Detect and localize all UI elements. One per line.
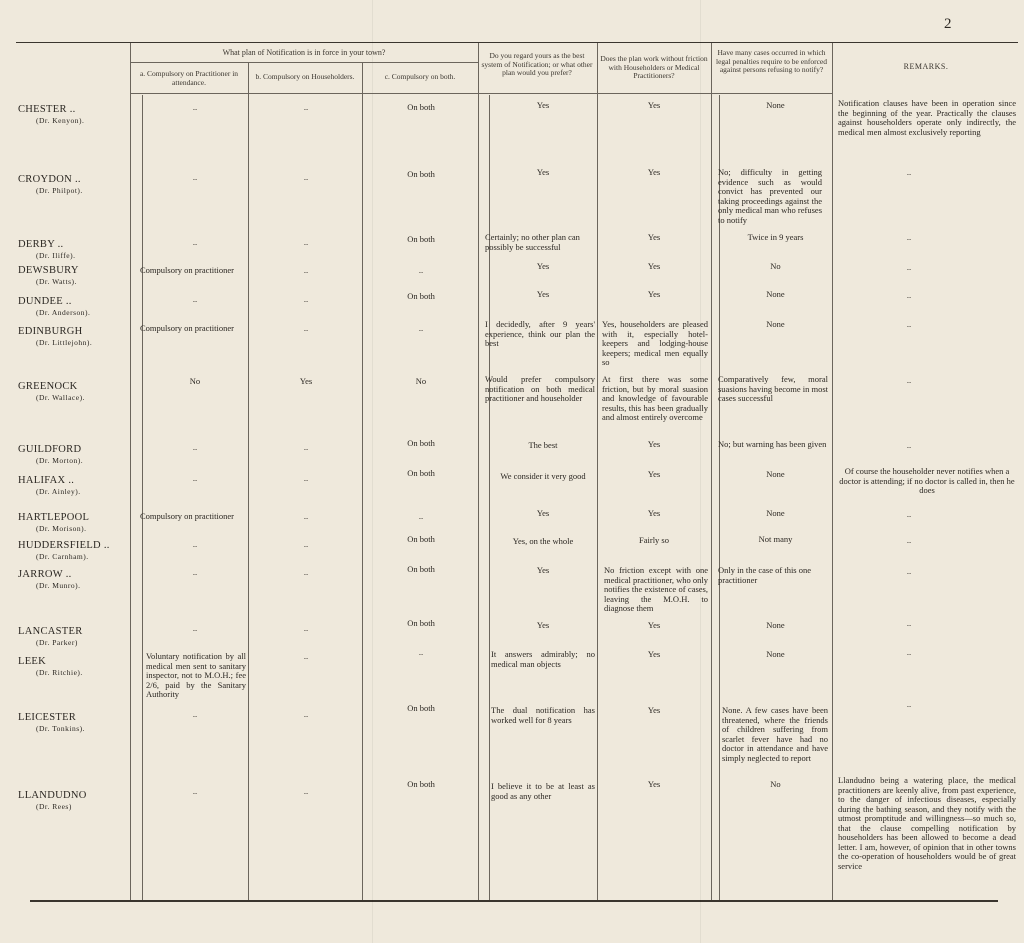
doctor-name: (Dr. Morton). xyxy=(36,456,84,465)
column-divider xyxy=(142,95,143,900)
cell-best: Yes xyxy=(536,261,550,271)
cell-plan-a: .. xyxy=(192,294,198,304)
cell-plan-a: Voluntary notification by all medical men sent to sanitary inspector, not to M.O.H.; fee 2/6, paid by the Sanitary Authority xyxy=(146,651,246,699)
town-name: GUILDFORD (Dr. Morton). xyxy=(18,444,133,466)
town-name: LANCASTER (Dr. Parker) xyxy=(18,626,133,648)
cell-penalties: No xyxy=(770,261,781,271)
cell-best: Certainly; no other plan can possibly be successful xyxy=(485,232,580,252)
cell-plan-a: .. xyxy=(192,473,198,483)
cell-plan-b: .. xyxy=(303,172,309,182)
cell-plan-b: Yes xyxy=(299,376,313,386)
header-plan: What plan of Notification is in force in your town? xyxy=(222,48,386,57)
town-name: DEWSBURY (Dr. Watts). xyxy=(18,265,133,287)
doctor-name: (Dr. Morison). xyxy=(36,524,87,533)
header-sub-a: a. Compulsory on Practitioner in attendance. xyxy=(139,69,239,87)
cell-best: Would prefer compulsory notification on both medical practitioner and householder xyxy=(485,374,595,403)
cell-best: Yes, on the whole xyxy=(512,536,574,546)
cell-remarks: .. xyxy=(906,262,912,272)
cell-plan-a: .. xyxy=(192,539,198,549)
cell-friction: Yes xyxy=(647,289,661,299)
cell-plan-c: On both xyxy=(407,779,435,789)
cell-friction: Yes xyxy=(647,779,661,789)
cell-best: Yes xyxy=(536,565,550,575)
cell-best: The dual notification has worked well for 8 years xyxy=(491,705,595,725)
cell-plan-c: On both xyxy=(407,169,435,179)
cell-remarks: .. xyxy=(906,440,912,450)
cell-best: I believe it to be at least as good as any other xyxy=(491,781,595,801)
town-name: HALIFAX .. (Dr. Ainley). xyxy=(18,475,133,497)
cell-plan-a: .. xyxy=(192,786,198,796)
cell-remarks: .. xyxy=(906,375,912,385)
cell-friction: No friction except with one medical practitioner, who only notifies the existence of cases, leaving the M.O.H. to diagnose them xyxy=(604,565,708,613)
cell-penalties: None. A few cases have been threatened, where the friends of children suffering from scarlet fever have had no doctor in attendance and have simply neglected to report xyxy=(722,705,828,763)
cell-plan-a: .. xyxy=(192,623,198,633)
cell-plan-c: .. xyxy=(418,647,424,657)
page-number: 2 xyxy=(944,16,952,32)
column-divider xyxy=(362,62,363,900)
cell-remarks: .. xyxy=(906,647,912,657)
cell-plan-a: Compulsory on practitioner xyxy=(140,511,234,521)
town-name: LEICESTER (Dr. Tonkins). xyxy=(18,712,133,734)
town-name: CHESTER .. (Dr. Kenyon). xyxy=(18,104,133,126)
cell-plan-b: .. xyxy=(303,539,309,549)
cell-penalties: No; difficulty in getting evidence such as would convict has prevented our taking proceedings against the only medical man who refuses to notify xyxy=(718,167,822,225)
column-divider xyxy=(478,43,479,900)
cell-remarks: .. xyxy=(906,232,912,242)
cell-remarks: .. xyxy=(906,618,912,628)
bottom-rule xyxy=(30,900,998,902)
cell-best: The best xyxy=(528,440,558,450)
doctor-name: (Dr. Parker) xyxy=(36,638,78,647)
cell-plan-a: .. xyxy=(192,567,198,577)
column-divider xyxy=(489,95,490,900)
cell-remarks: .. xyxy=(906,509,912,519)
cell-penalties: None xyxy=(766,100,785,110)
cell-plan-b: .. xyxy=(303,323,309,333)
doctor-name: (Dr. Carnham). xyxy=(36,552,89,561)
cell-penalties: Not many xyxy=(758,534,793,544)
cell-best: Yes xyxy=(536,289,550,299)
cell-plan-c: On both xyxy=(407,564,435,574)
cell-friction: Yes xyxy=(647,649,661,659)
cell-plan-a: Compulsory on practitioner xyxy=(140,265,234,275)
cell-plan-c: On both xyxy=(407,438,435,448)
cell-friction: Yes xyxy=(647,620,661,630)
column-divider xyxy=(832,43,833,900)
cell-plan-a: No xyxy=(189,376,201,386)
doctor-name: (Dr. Philpot). xyxy=(36,186,83,195)
header-best-system: Do you regard yours as the best system of Notification; or what other plan would you prefer? xyxy=(481,51,593,77)
cell-remarks: Notification clauses have been in operation since the beginning of the year. Practically the clauses against householders operate only indirectly, the medical men almost exclusively reporting xyxy=(838,98,1016,137)
cell-plan-b: .. xyxy=(303,294,309,304)
cell-plan-b: .. xyxy=(303,511,309,521)
cell-plan-b: .. xyxy=(303,786,309,796)
cell-best: I decidedly, after 9 years' experience, think our plan the best xyxy=(485,319,595,348)
cell-friction: Yes xyxy=(647,439,661,449)
cell-remarks: .. xyxy=(906,699,912,709)
cell-plan-a: .. xyxy=(192,172,198,182)
doctor-name: (Dr. Anderson). xyxy=(36,308,91,317)
cell-remarks: Of course the householder never notifies when a doctor is attending; if no doctor is called in, then he does xyxy=(839,466,1015,495)
cell-penalties: No xyxy=(770,779,781,789)
cell-best: It answers admirably; no medical man objects xyxy=(491,649,595,669)
cell-plan-a: .. xyxy=(192,442,198,452)
town-name: CROYDON .. (Dr. Philpot). xyxy=(18,174,133,196)
column-divider xyxy=(711,43,712,900)
cell-friction: Yes xyxy=(647,469,661,479)
doctor-name: (Dr. Wallace). xyxy=(36,393,85,402)
cell-plan-c: On both xyxy=(407,102,435,112)
cell-plan-c: .. xyxy=(418,323,424,333)
top-rule xyxy=(16,42,1018,43)
cell-plan-b: .. xyxy=(303,473,309,483)
cell-plan-c: On both xyxy=(407,534,435,544)
doctor-name: (Dr. Littlejohn). xyxy=(36,338,93,347)
cell-friction: Yes xyxy=(647,100,661,110)
town-name: GREENOCK (Dr. Wallace). xyxy=(18,381,133,403)
cell-friction: Yes xyxy=(647,508,661,518)
cell-plan-a: .. xyxy=(192,709,198,719)
town-name: EDINBURGH (Dr. Littlejohn). xyxy=(18,326,133,348)
cell-remarks: .. xyxy=(906,167,912,177)
cell-friction: Yes xyxy=(647,705,661,715)
doctor-name: (Dr. Iliffe). xyxy=(36,251,76,260)
cell-penalties: Comparatively few, moral suasions having become in most cases successful xyxy=(718,374,829,403)
cell-plan-b: .. xyxy=(303,623,309,633)
cell-remarks: Llandudno being a watering place, the medical practitioners are keenly alive, from past experience, to the danger of infectious diseases, especially during the bathing season, and they notify with the utmost promptitude and willingness—so much so, that the clause compelling notification by householders has been allowed to become a dead letter. I am, however, of opinion that in other towns the co-operation of householders would be of great service xyxy=(838,775,1016,871)
cell-penalties: None xyxy=(766,620,785,630)
column-divider xyxy=(248,62,249,900)
cell-best: Yes xyxy=(536,508,550,518)
town-name: LLANDUDNO (Dr. Rees) xyxy=(18,790,133,812)
town-name: LEEK (Dr. Ritchie). xyxy=(18,656,133,678)
doctor-name: (Dr. Rees) xyxy=(36,802,72,811)
cell-penalties: Twice in 9 years xyxy=(747,232,804,242)
column-divider xyxy=(130,43,131,900)
town-name: HARTLEPOOL (Dr. Morison). xyxy=(18,512,133,534)
doctor-name: (Dr. Ritchie). xyxy=(36,668,83,677)
town-name: HUDDERSFIELD .. (Dr. Carnham). xyxy=(18,540,133,562)
cell-plan-b: .. xyxy=(303,709,309,719)
cell-best: Yes xyxy=(536,100,550,110)
cell-plan-b: .. xyxy=(303,442,309,452)
cell-best: Yes xyxy=(536,620,550,630)
cell-penalties: None xyxy=(766,289,785,299)
cell-friction: Yes xyxy=(647,167,661,177)
cell-friction: Yes, householders are pleased with it, especially hotel-keepers and lodging-house keepers; medical men equally so xyxy=(602,319,708,367)
cell-plan-a: Compulsory on practitioner xyxy=(140,323,234,333)
header-friction: Does the plan work without friction with Householders or Medical Practitioners? xyxy=(600,54,708,80)
cell-plan-c: No xyxy=(415,376,427,386)
cell-plan-a: .. xyxy=(192,102,198,112)
cell-friction: At first there was some friction, but by moral suasion and knowledge of favourable results, this has been gradually and almost entirely overcome xyxy=(602,374,708,422)
cell-friction: Yes xyxy=(647,261,661,271)
town-name: DERBY .. (Dr. Iliffe). xyxy=(18,239,133,261)
cell-plan-b: .. xyxy=(303,265,309,275)
column-divider xyxy=(597,43,598,900)
cell-plan-b: .. xyxy=(303,237,309,247)
header-sub-b: b. Compulsory on Householders. xyxy=(255,72,355,81)
header-penalties: Have many cases occurred in which legal penalties require to be enforced against persons refusing to notify? xyxy=(716,48,827,74)
cell-friction: Yes xyxy=(647,232,661,242)
doctor-name: (Dr. Munro). xyxy=(36,581,81,590)
cell-penalties: None xyxy=(766,319,785,329)
doctor-name: (Dr. Watts). xyxy=(36,277,77,286)
cell-penalties: Only in the case of this one practitioner xyxy=(718,565,812,585)
doctor-name: (Dr. Ainley). xyxy=(36,487,81,496)
cell-plan-c: On both xyxy=(407,468,435,478)
cell-penalties: None xyxy=(766,649,785,659)
doctor-name: (Dr. Tonkins). xyxy=(36,724,86,733)
cell-plan-a: .. xyxy=(192,237,198,247)
cell-plan-c: On both xyxy=(407,291,435,301)
cell-remarks: .. xyxy=(906,319,912,329)
cell-plan-c: .. xyxy=(418,511,424,521)
cell-penalties: No; but warning has been given xyxy=(718,439,827,449)
doctor-name: (Dr. Kenyon). xyxy=(36,116,85,125)
cell-remarks: .. xyxy=(906,566,912,576)
cell-plan-c: On both xyxy=(407,618,435,628)
town-name: DUNDEE .. (Dr. Anderson). xyxy=(18,296,133,318)
cell-best: Yes xyxy=(536,167,550,177)
header-remarks: REMARKS. xyxy=(903,62,949,71)
cell-penalties: None xyxy=(766,508,785,518)
town-name: JARROW .. (Dr. Munro). xyxy=(18,569,133,591)
cell-plan-c: On both xyxy=(407,703,435,713)
cell-remarks: .. xyxy=(906,535,912,545)
header-sub-c: c. Compulsory on both. xyxy=(384,72,456,81)
cell-plan-b: .. xyxy=(303,651,309,661)
cell-plan-c: .. xyxy=(418,265,424,275)
cell-penalties: None xyxy=(766,469,785,479)
cell-remarks: .. xyxy=(906,290,912,300)
cell-best: We consider it very good xyxy=(500,471,586,481)
cell-plan-c: On both xyxy=(407,234,435,244)
cell-plan-b: .. xyxy=(303,102,309,112)
cell-plan-b: .. xyxy=(303,567,309,577)
header-rule xyxy=(130,93,832,94)
header-rule xyxy=(130,62,478,63)
cell-friction: Fairly so xyxy=(639,535,669,545)
